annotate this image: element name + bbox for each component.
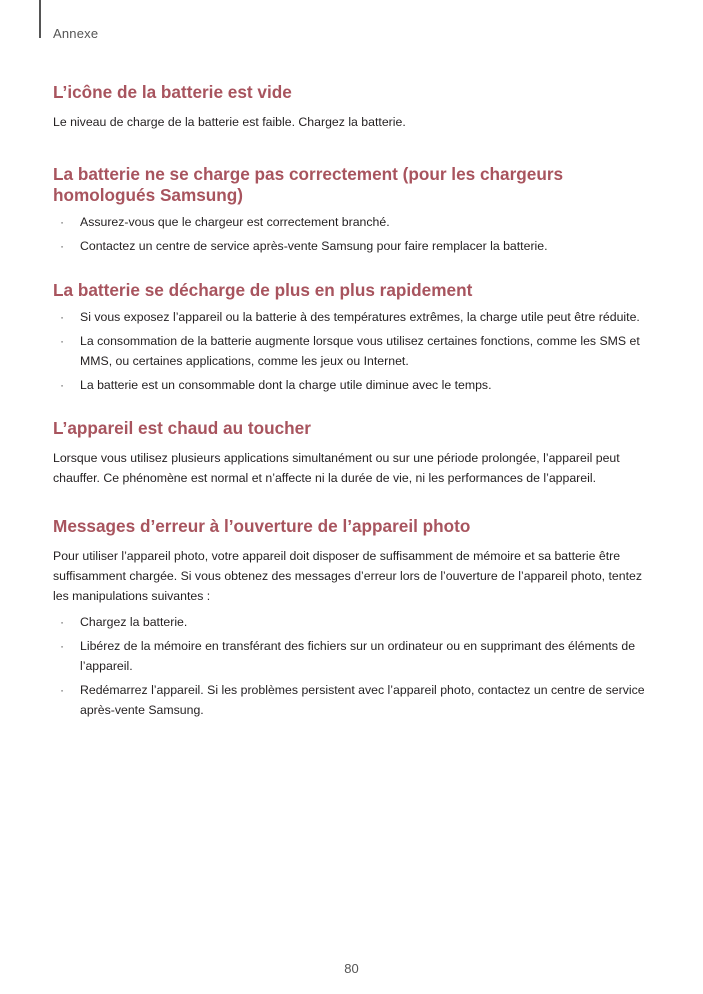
section-camera-errors xyxy=(53,516,649,720)
section-device-hot xyxy=(53,418,649,488)
section-paragraph: Le niveau de charge de la batterie est faible. Chargez la batterie. xyxy=(53,115,406,129)
bullet-icon: · xyxy=(59,215,65,229)
list-item xyxy=(53,212,649,232)
list-item xyxy=(53,680,649,720)
section-paragraph: Lorsque vous utilisez plusieurs applications simultanément ou sur une période prolongée, l’appareil peut chauffer. Ce phénomène est normal et n’affecte ni la durée de vie, ni les performances de l’appareil. xyxy=(53,451,620,485)
section-heading: Messages d’erreur à l’ouverture de l’appareil photo xyxy=(53,516,471,536)
list-item-text: Si vous exposez l’appareil ou la batterie à des températures extrêmes, la charge utile peut être réduite. xyxy=(80,310,640,324)
bullet-icon: · xyxy=(59,615,65,629)
list-item xyxy=(53,307,649,327)
section-heading: La batterie se décharge de plus en plus rapidement xyxy=(53,280,473,300)
list-item-text: Assurez-vous que le chargeur est correctement branché. xyxy=(80,215,390,229)
list-item-text: Libérez de la mémoire en transférant des fichiers sur un ordinateur ou en supprimant des éléments de l’appareil. xyxy=(80,639,636,673)
margin-rule xyxy=(39,0,41,38)
section-heading: L’appareil est chaud au toucher xyxy=(53,418,311,438)
running-head: Annexe xyxy=(53,26,99,41)
bullet-icon: · xyxy=(59,683,65,697)
list-item xyxy=(53,636,649,676)
bullet-list xyxy=(53,612,649,720)
list-item-text: Redémarrez l’appareil. Si les problèmes persistent avec l’appareil photo, contactez un centre de service après-vente Samsung. xyxy=(80,683,645,717)
list-item xyxy=(53,612,649,632)
bullet-icon: · xyxy=(59,639,65,653)
bullet-icon: · xyxy=(59,334,65,348)
section-empty-battery-icon xyxy=(53,82,649,132)
section-battery-drains-faster xyxy=(53,280,649,395)
list-item xyxy=(53,236,649,256)
bullet-icon: · xyxy=(59,239,65,253)
bullet-icon: · xyxy=(59,378,65,392)
bullet-icon: · xyxy=(59,310,65,324)
list-item xyxy=(53,375,649,395)
section-heading: La batterie ne se charge pas correctement (pour les chargeurs homologués Samsung) xyxy=(53,164,564,205)
list-item-text: La batterie est un consommable dont la charge utile diminue avec le temps. xyxy=(80,378,492,392)
list-item xyxy=(53,331,649,371)
list-item-text: Contactez un centre de service après-vente Samsung pour faire remplacer la batterie. xyxy=(80,239,548,253)
section-battery-not-charging xyxy=(53,164,649,256)
list-item-text: La consommation de la batterie augmente lorsque vous utilisez certaines fonctions, comme les SMS et MMS, ou certaines applications, comme les jeux ou Internet. xyxy=(80,334,640,368)
section-heading: L’icône de la batterie est vide xyxy=(53,82,292,102)
bullet-list xyxy=(53,212,649,256)
list-item-text: Chargez la batterie. xyxy=(80,615,188,629)
page-number: 80 xyxy=(344,961,359,976)
bullet-list xyxy=(53,307,649,395)
page-content xyxy=(53,82,649,724)
section-paragraph: Pour utiliser l’appareil photo, votre appareil doit disposer de suffisamment de mémoire et sa batterie être suffisamment chargée. Si vous obtenez des messages d’erreur lors de l’ouverture de l’appareil photo, tentez les manipulations suivantes : xyxy=(53,549,642,603)
